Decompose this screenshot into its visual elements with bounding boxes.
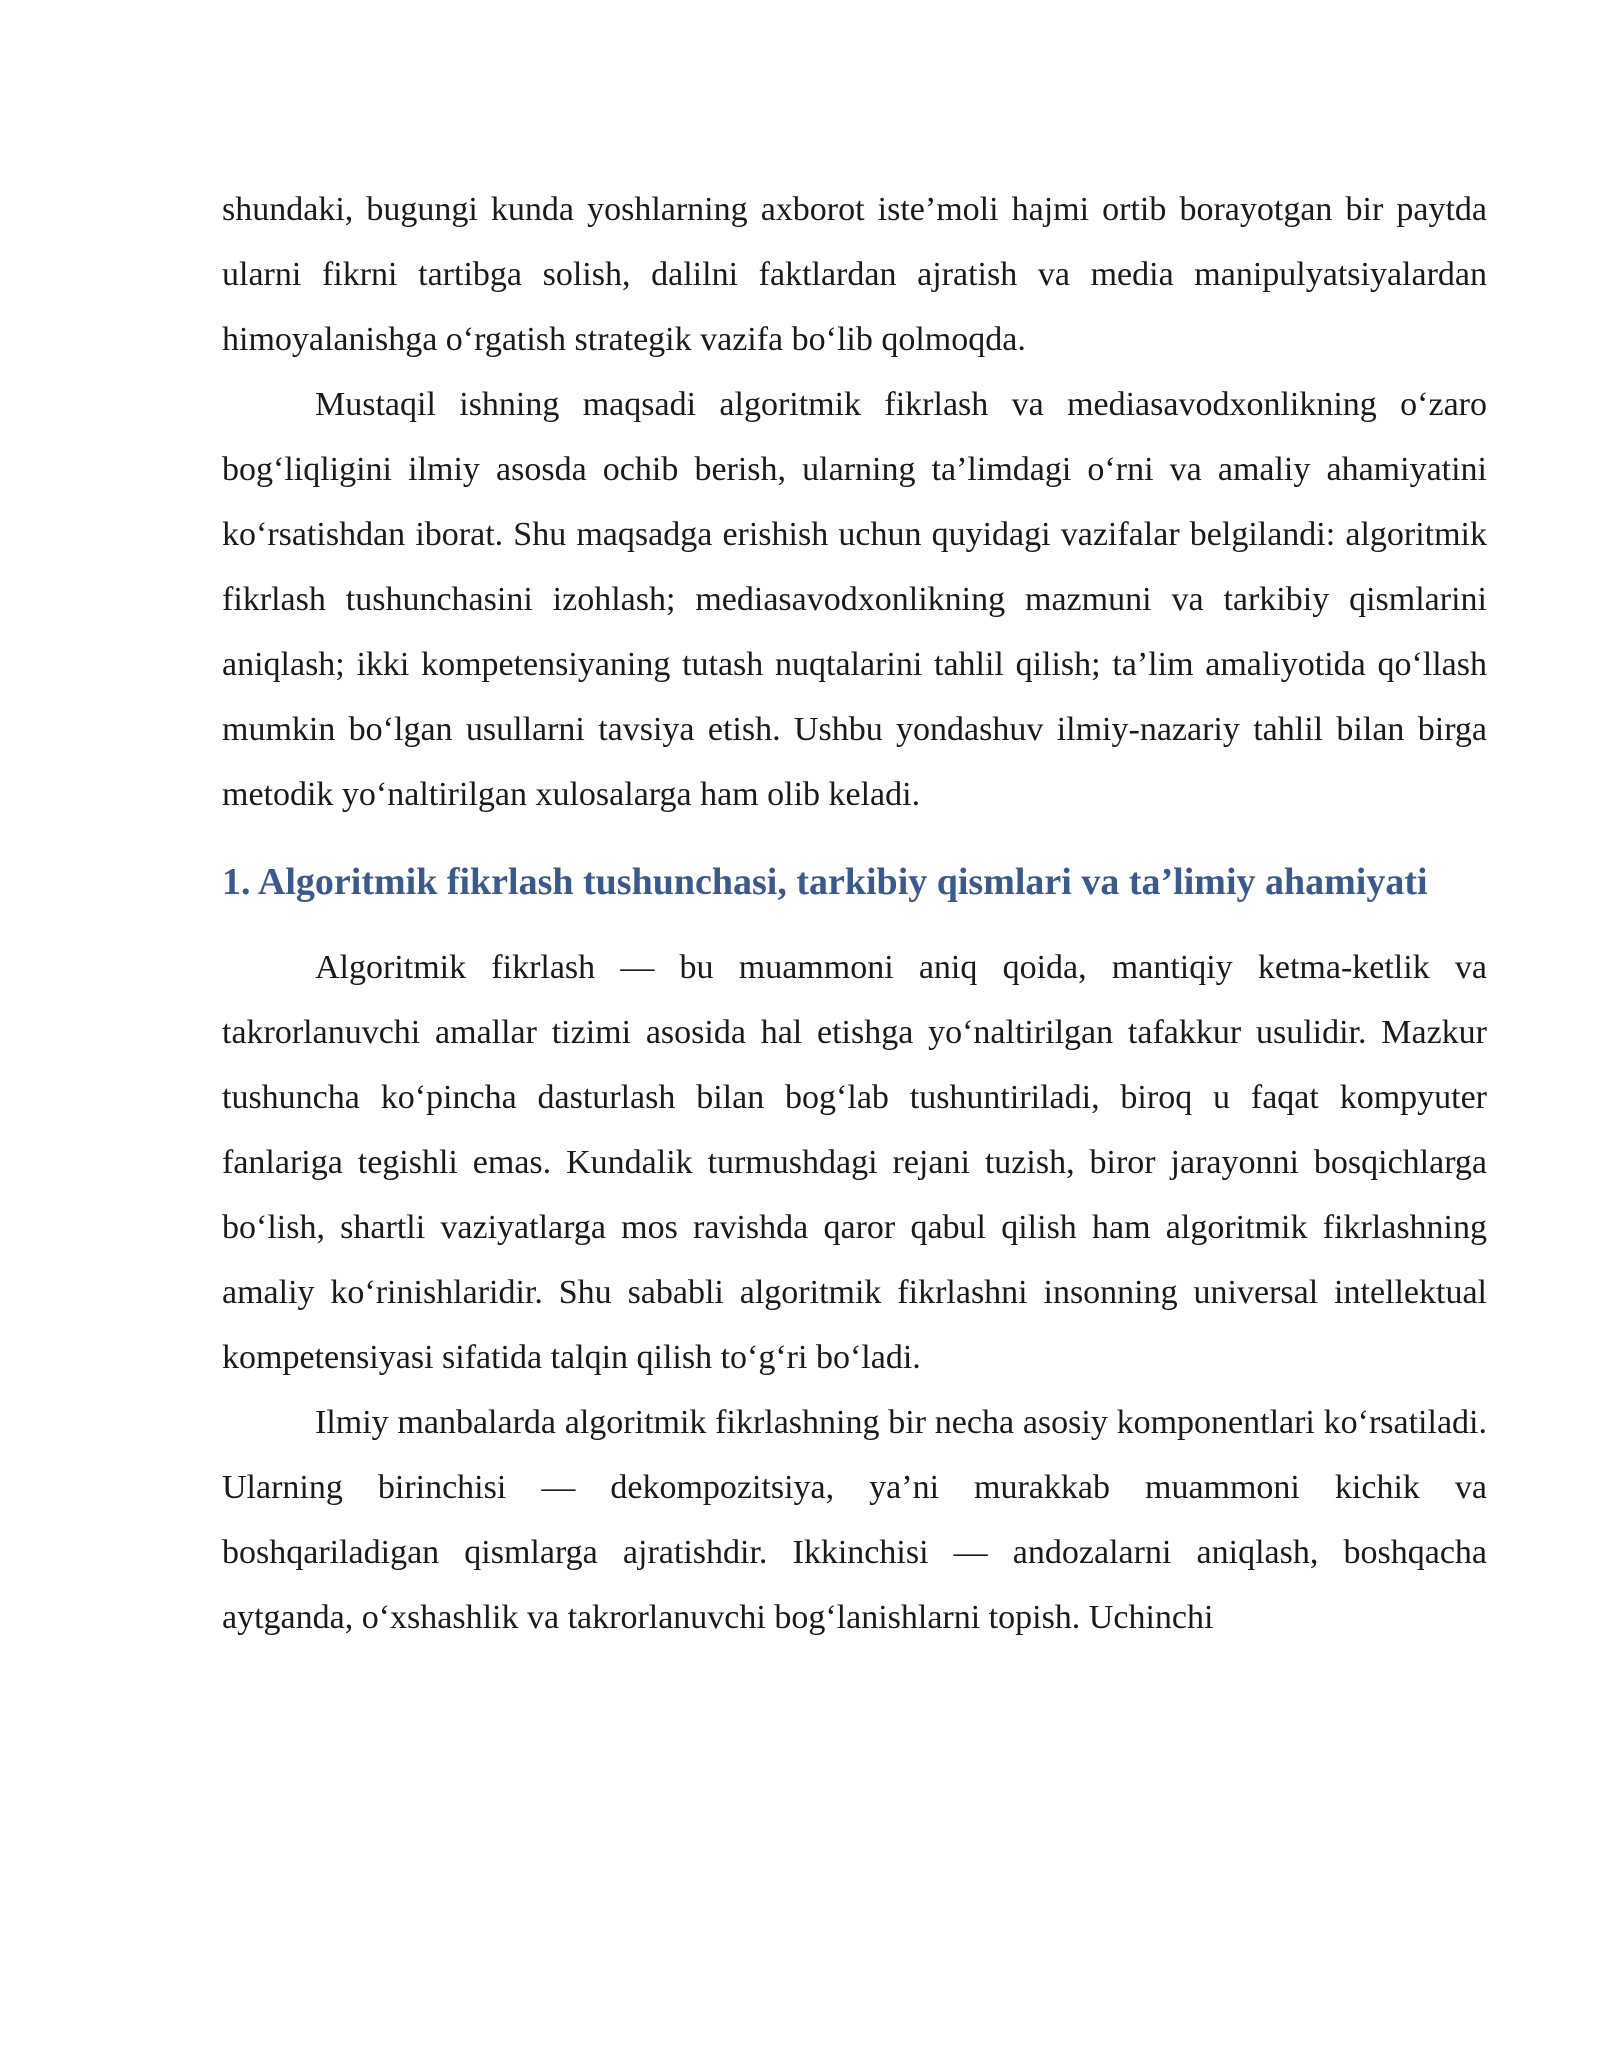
document-page (222, 177, 1487, 1650)
paragraph-objective: Mustaqil ishning maqsadi algoritmik fikrlash va mediasavodxonlikning o‘zaro bog‘liqligini ilmiy asosda ochib berish, ularning ta’limdagi o‘rni va amaliy ahamiyatini ko‘rsatishdan iborat. Shu maqsadga erishish uchun quyidagi vazifalar belgilandi: algoritmik fikrlash tushunchasini izohlash; mediasavodxonlikning mazmuni va tarkibiy qismlarini aniqlash; ikki kompetensiyaning tutash nuqtalarini tahlil qilish; ta’lim amaliyotida qo‘llash mumkin bo‘lgan usullarni tavsiya etish. Ushbu yondashuv ilmiy-nazariy tahlil bilan birga metodik yo‘naltirilgan xulosalarga ham olib keladi. (222, 386, 1487, 813)
paragraph-definition: Algoritmik fikrlash — bu muammoni aniq qoida, mantiqiy ketma-ketlik va takrorlanuvchi amallar tizimi asosida hal etishga yo‘naltirilgan tafakkur usulidir. Mazkur tushuncha ko‘pincha dasturlash bilan bog‘lab tushuntiriladi, biroq u faqat kompyuter fanlariga tegishli emas. Kundalik turmushdagi rejani tuzish, biror jarayonni bosqichlarga bo‘lish, shartli vaziyatlarga mos ravishda qaror qabul qilish ham algoritmik fikrlashning amaliy ko‘rinishlaridir. Shu sababli algoritmik fikrlashni insonning universal intellektual kompetensiyasi sifatida talqin qilish to‘g‘ri bo‘ladi. (222, 949, 1487, 1376)
section-heading: 1. Algoritmik fikrlash tushunchasi, tarkibiy qismlari va ta’limiy ahamiyati (222, 861, 1428, 903)
paragraph-continuation: shundaki, bugungi kunda yoshlarning axborot iste’moli hajmi ortib borayotgan bir paytda ularni fikrni tartibga solish, dalilni faktlardan ajratish va media manipulyatsiyalardan himoyalanishga o‘rgatish strategik vazifa bo‘lib qolmoqda. (222, 191, 1487, 358)
paragraph-components: Ilmiy manbalarda algoritmik fikrlashning bir necha asosiy komponentlari ko‘rsatiladi. Ularning birinchisi — dekompozitsiya, ya’ni murakkab muammoni kichik va boshqariladigan qismlarga ajratishdir. Ikkinchisi — andozalarni aniqlash, boshqacha aytganda, o‘xshashlik va takrorlanuvchi bog‘lanishlarni topish. Uchinchi (222, 1404, 1487, 1636)
